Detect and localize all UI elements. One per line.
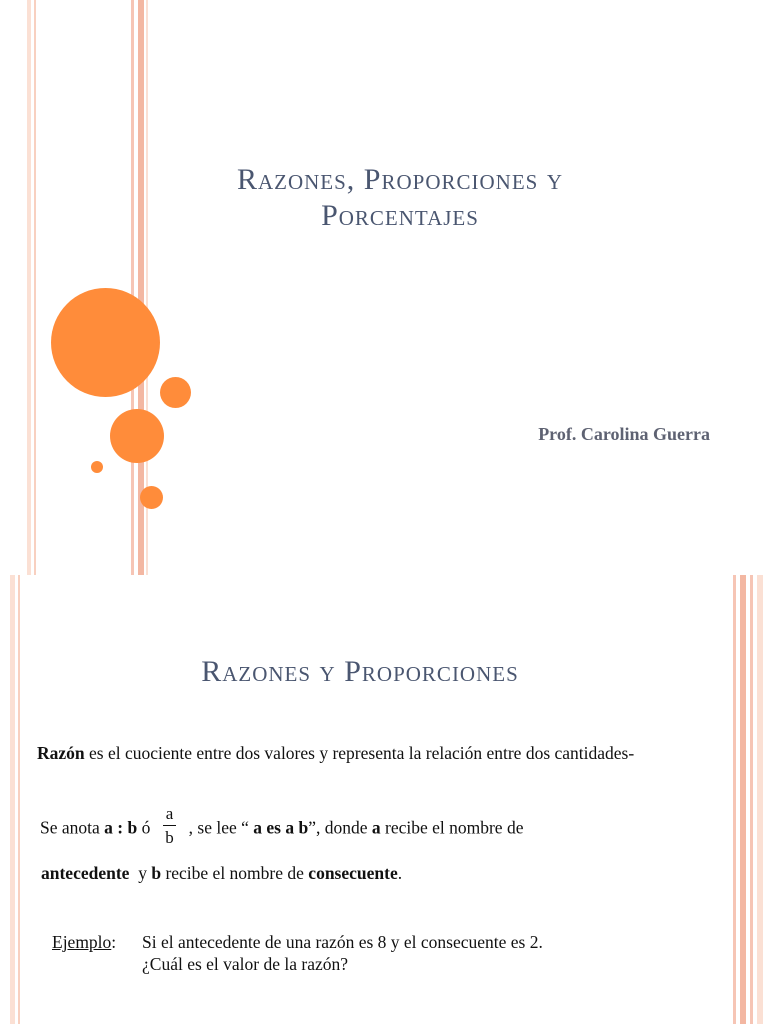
title-line-1: Razones, Proporciones y xyxy=(236,163,564,196)
notation-a-b: a : b xyxy=(104,817,138,838)
title-line-2: Porcentajes xyxy=(321,199,479,232)
stripe-decoration xyxy=(740,575,746,1024)
definition-text: es el cuociente entre dos valores y representa la relación entre dos cantidades- xyxy=(84,743,635,763)
term-razon: Razón xyxy=(37,743,85,763)
slide-title: Razones y Proporciones xyxy=(201,655,519,688)
example-label: Ejemplo: xyxy=(52,932,117,952)
notation-line-2: antecedente y b recibe el nombre de consecuente. xyxy=(41,863,403,883)
fraction-a-over-b: $\frac{a}{b}$ xyxy=(163,804,177,847)
term-consecuente: consecuente xyxy=(308,863,398,883)
stripe-decoration xyxy=(34,0,36,575)
definition-paragraph xyxy=(37,742,697,764)
notation-line: Se anota a : b ó $\frac{a}{b}$ , se lee “ a es a b”, donde a recibe el nombre de xyxy=(40,804,524,847)
reading-a-es-a-b: a es a b xyxy=(253,817,309,838)
large-circle-decoration xyxy=(51,288,160,397)
stripe-decoration xyxy=(750,575,753,1024)
small-circle-decoration xyxy=(140,486,163,509)
term-antecedente: antecedente xyxy=(41,863,130,883)
medium-circle-decoration xyxy=(110,409,164,463)
stripe-decoration xyxy=(27,0,31,575)
example-line-2: ¿Cuál es el valor de la razón? xyxy=(142,954,349,974)
stripe-decoration xyxy=(10,575,15,1024)
slide-title xyxy=(150,162,650,234)
stripe-decoration xyxy=(131,0,134,575)
stripe-decoration xyxy=(733,575,736,1024)
tiny-circle-decoration xyxy=(91,461,103,473)
small-circle-decoration xyxy=(160,377,191,408)
author-name: Prof. Carolina Guerra xyxy=(538,424,710,444)
stripe-decoration xyxy=(18,575,20,1024)
example-line-1: Si el antecedente de una razón es 8 y el consecuente es 2. xyxy=(142,932,543,952)
stripe-decoration xyxy=(757,575,763,1024)
example-text xyxy=(142,931,722,975)
content-slide xyxy=(0,575,768,1024)
